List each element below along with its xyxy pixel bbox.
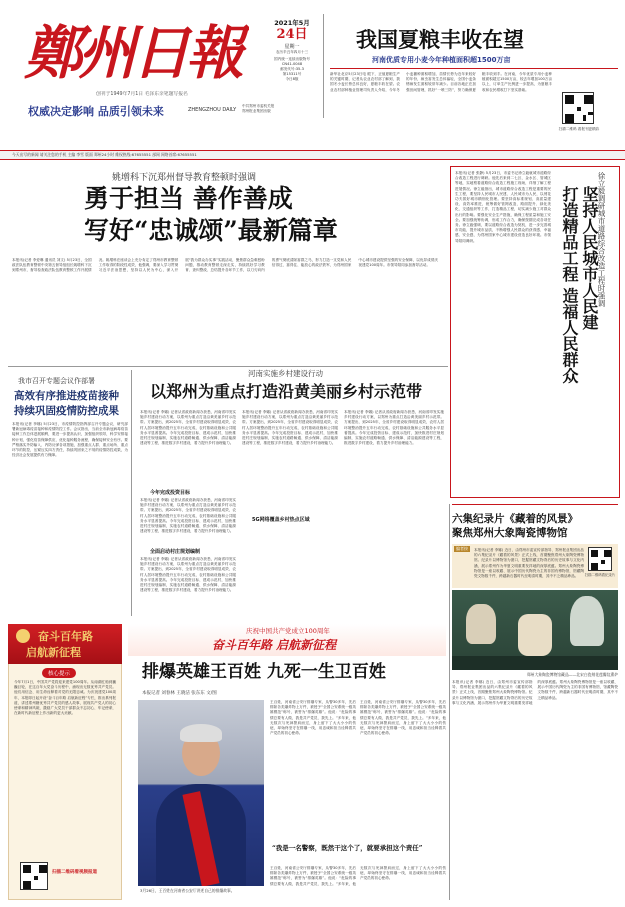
sidebar-kicker: 徐立毅调研城市道路综合改造工程时强调 (597, 172, 606, 307)
top-story-rule (330, 68, 618, 69)
banner-title: 奋斗百年路 启航新征程 (212, 638, 337, 652)
story-center-kicker: 河南实施乡村建设行动 (248, 369, 323, 378)
center-body-2: 王百姓，河南省公安厅排爆专家，从警30多年，先后排除各类爆炸物上万件，被授予“全国公安系统一级英雄模范”称号，被誉为“排爆英雄”。他说：“危险的事情总要有人做，我是共产党员，我先上。”多年来，他无数次与死神擦肩而过，身上留下了大大小小的伤疤，却始终坚守在排爆一线，用忠诚和担当诠释着共产党员的初心使命。 (360, 700, 446, 736)
story-two-headline-1: 勇于担当 善作善成 (84, 184, 293, 213)
column-divider (131, 370, 132, 616)
story-left-body: 本报讯(记者 李娜) 5月23日，市疫情防控指挥部召开专题会议，研究部署新冠病毒疫苗接种和疫情防控工作。会议指出，当前全市新冠病毒疫苗接种工作总体进展顺利，要进一步提高认识，加强组织领导，科学安排接种计划，强化疫苗保障供应，优化接种服务流程，确保接种安全有序。要严格落实外防输入、内防反弹各项措施，加强重点人群、重点场所、重点环节的防控，压紧压实四方责任，持续巩固来之不易的疫情防控成果，为经济社会发展提供有力保障。 (12, 422, 128, 458)
story-center-headline: 以郑州为重点打造沿黄美丽乡村示范带 (150, 382, 423, 401)
story-two-headline-2: 写好“忠诚颂”最新篇章 (84, 216, 338, 245)
qr-label-top: 扫描二维码 看报刊更精彩 (558, 127, 600, 131)
issue-info (268, 57, 316, 82)
center-body-1: 王百姓，河南省公安厅排爆专家，从警30多年，先后排除各类爆炸物上万件，被授予“全国公安系统一级英雄模范”称号，被誉为“排爆英雄”。他说：“危险的事情总要有人做，我是共产党员，我先上。”多年来，他无数次与死神擦肩而过，身上留下了大大小小的伤疤，却始终坚守在排爆一线，用忠诚和担当诠释着共产党员的初心使命。 (270, 700, 356, 736)
story-left-kicker: 我市召开专题会议作部署 (18, 377, 95, 385)
banner-line-2: 启航新征程 (26, 646, 81, 659)
qr-label-video: 扫描二维码看视频报道 (52, 870, 97, 875)
core-tip-kicker: 核心提示 (42, 668, 76, 678)
issue-line: 国内统一连续出版物号 (274, 57, 310, 61)
photo-shelf (452, 656, 618, 670)
masthead-info-line: 郑州报业集团出版 (242, 109, 271, 113)
center-byline: 本报记者 刘春林 王晓洁 张东东 文/图 (142, 691, 217, 696)
story-two-kicker: 姚增科下沉郑州督导教育整顿时强调 (112, 173, 257, 183)
bottom-right-body: 本报讯(记者 李娜) 近日，由郑州市委宣传部指导、郑州报业集团出品的六集纪录片《藏着的风景》正式上线，首期聚焦郑州大象陶瓷博物馆。纪录片以博物馆为窗口，挖掘馆藏文物背后的历史故事与文化内涵，展示郑州作为华夏文明重要发祥地的深厚底蕴。郑州大象陶瓷博物馆是一座以收藏、展示中国历代陶瓷为主的非国有博物馆，馆藏陶瓷文物数千件，跨越新石器时代至明清时期，其中不乏精品珍品。 (452, 680, 618, 705)
sidebar-headline-2: 打造精品工程 造福人民群众 (560, 186, 579, 384)
qr-label-documentary: 扫描二维码看纪录片 (584, 573, 616, 577)
museum-photo (452, 590, 618, 670)
vase-center (518, 614, 552, 656)
subhead-c: 5G网络覆盖乡村热点区域 (252, 517, 310, 523)
section-divider (8, 366, 448, 367)
masthead-founded: 创刊于1949年7月1日 毛泽东亲笔题写报名 (96, 92, 188, 97)
masthead-logo: 鄭州日報 (24, 19, 241, 87)
subhead-b: 全面启动村庄规划编制 (150, 549, 201, 555)
issue-line: CN41-0048 (281, 62, 303, 66)
date-day: 24日 (276, 27, 308, 42)
masthead-divider (323, 14, 324, 118)
date-year: 2021年5月 (274, 19, 310, 27)
editor-note-tag: 编者按 (456, 546, 468, 551)
center-body-3: 王百姓，河南省公安厅排爆专家，从警30多年，先后排除各类爆炸物上万件，被授予“全国公安系统一级英雄模范”称号，被誉为“排爆英雄”。他说：“危险的事情总要有人做，我是共产党员，我先上。”多年来，他无数次与死神擦肩而过，身上留下了大大小小的伤疤，却始终坚守在排爆一线，用忠诚和担当诠释着共产党员的初心使命。 (270, 866, 446, 886)
center-headline: 排爆英雄王百姓 九死一生卫百姓 (142, 662, 386, 682)
contact-bar-text: 今天出写的新闻 请关注您的手机 主编 李雪 版面 郑州24小时 维权热线:67655551 部网 网络首席:67655551 (12, 152, 197, 157)
vase-left (466, 604, 496, 644)
sidebar-headline-1: 坚持人民城市人民建 (580, 186, 599, 330)
story-center-body-3: 本报讯(记者 李娜) 记者从省政府新闻办获悉，河南省印发实施乡村建设行动方案，以郑州为重点打造沿黄美丽乡村示范带。方案提出，到2025年，全省乡村建设取得明显成效，农村人居环境整治提升五年行动完成，农村基础设施和公共服务水平显著提高。今年完成投资目标、建成示范村，加快推进村庄规划编制，实施农村道路畅通、供水保障、清洁能源建设等工程，推进数字乡村建设，着力提升乡村治理能力。 (140, 557, 236, 593)
banner-line-1: 奋斗百年路 (38, 630, 93, 643)
top-story-headline: 我国夏粮丰收在望 (356, 27, 524, 52)
qr-code-documentary[interactable] (588, 547, 612, 571)
story-left-headline: 高效有序推进疫苗接种 持续巩固疫情防控成果 (14, 390, 119, 417)
party-emblem-icon (16, 629, 30, 643)
editor-note-box (452, 544, 618, 588)
story-center-body-5: 本报讯(记者 李娜) 记者从省政府新闻办获悉，河南省印发实施乡村建设行动方案，以郑州为重点打造沿黄美丽乡村示范带。方案提出，到2025年，全省乡村建设取得明显成效，农村人居环境整治提升五年行动完成，农村基础设施和公共服务水平显著提高。今年完成投资目标、建成示范村，加快推进村庄规划编制，实施农村道路畅通、供水保障、清洁能源建设等工程，推进数字乡村建设，着力提升乡村治理能力。 (344, 410, 444, 446)
center-quote: “我是一名警察，既然干这个了，就要承担这个责任” (272, 844, 423, 852)
qr-code-top[interactable] (562, 92, 594, 124)
issue-line: 邮发代号:35-3 (280, 67, 304, 71)
bottom-divider (449, 504, 450, 900)
hero-hair (180, 724, 222, 742)
sidebar-story-body: 本报讯(记者 张静) 5月23日，市委书记徐立毅就城市道路综合改造工程进行调研。他先后来到二七区、金水区、管城区等地，实地察看道路综合改造工程施工现场，详细了解工程进展情况。徐立毅指出，城市道路综合改造工程是重要的民生工程，要坚持人民城市人民建、人民城市为人民，以绣花功夫抓好城市精细化管理。要坚持高标准规划、高质量建设、高效率推进，统筹做好管网改造、路面提升、绿化美化、交通组织等工作，打造精品工程，切实减少施工对群众出行的影响。要强化安全生产措施，确保工程质量和施工安全。要加强统筹协调，形成工作合力，确保按期完成各项任务。徐立毅强调，要以道路综合改造为契机，进一步完善城市功能，提升城市品质，不断增强人民群众的获得感、幸福感、安全感，为郑州国家中心城市建设营造良好环境。市领导陪同调研。 (455, 171, 551, 243)
masthead-info (242, 104, 302, 114)
top-story-body: 新华社北京5月23日电 眼下，正值夏粮生产的关键时期，记者从农业农村部了解到，我国冬小麦长势总体良好，夏粮丰收在望。农业农村部种植业管理司负责人介绍，今年冬小麦播种面积增加，苗情长势为近年来较好的年份，病虫害发生总体偏轻，全国小麦条锈病发生面积较常年减少。目前各地正在加强田间管理，抓好“一喷三防”，努力确保夏粮丰收到手。在河南，今年优质专用小麦种植面积超过1500万亩，较去年增加100万亩以上，订单生产比例进一步提高，为夏粮丰收和农民增收打下坚实基础。 (330, 72, 552, 92)
weekday: 星期一 (284, 44, 300, 50)
story-center-body: 本报讯(记者 李娜) 记者从省政府新闻办获悉，河南省印发实施乡村建设行动方案，以郑州为重点打造沿黄美丽乡村示范带。方案提出，到2025年，全省乡村建设取得明显成效，农村人居环境整治提升五年行动完成，农村基础设施和公共服务水平显著提高。今年完成投资目标、建成示范村，加快推进村庄规划编制，实施农村道路畅通、供水保障、清洁能源建设等工程，推进数字乡村建设，着力提升乡村治理能力。 (140, 410, 236, 446)
qr-code-video[interactable] (20, 862, 48, 890)
story-center-body-2: 本报讯(记者 李娜) 记者从省政府新闻办获悉，河南省印发实施乡村建设行动方案，以郑州为重点打造沿黄美丽乡村示范带。方案提出，到2025年，全省乡村建设取得明显成效，农村人居环境整治提升五年行动完成，农村基础设施和公共服务水平显著提高。今年完成投资目标、建成示范村，加快推进村庄规划编制，实施农村道路畅通、供水保障、清洁能源建设等工程，推进数字乡村建设，着力提升乡村治理能力。 (140, 498, 236, 534)
museum-photo-caption: 郑州大象陶瓷博物馆藏品——北宋白瓷刻花莲瓣纹熏炉 (526, 672, 618, 677)
centenary-banner (8, 624, 122, 664)
story-center-body-4: 本报讯(记者 李娜) 记者从省政府新闻办获悉，河南省印发实施乡村建设行动方案，以郑州为重点打造沿黄美丽乡村示范带。方案提出，到2025年，全省乡村建设取得明显成效，农村人居环境整治提升五年行动完成，农村基础设施和公共服务水平显著提高。今年完成投资目标、建成示范村，加快推进村庄规划编制，实施农村道路畅通、供水保障、清洁能源建设等工程，推进数字乡村建设，着力提升乡村治理能力。 (242, 410, 338, 446)
hero-photo (138, 700, 264, 886)
masthead-pinyin: ZHENGZHOU DAILY (188, 107, 237, 113)
editor-note-body: 本报讯(记者 李娜) 近日，由郑州市委宣传部指导、郑州报业集团出品的六集纪录片《藏着的风景》正式上线，首期聚焦郑州大象陶瓷博物馆。纪录片以博物馆为窗口，挖掘馆藏文物背后的历史故事与文化内涵，展示郑州作为华夏文明重要发祥地的深厚底蕴。郑州大象陶瓷博物馆是一座以收藏、展示中国历代陶瓷为主的非国有博物馆，馆藏陶瓷文物数千件，跨越新石器时代至明清时期，其中不乏精品珍品。 (474, 548, 584, 579)
vase-right (570, 596, 604, 646)
bottom-right-headline-1: 六集纪录片《藏着的风景》 (452, 513, 578, 525)
masthead-slogan: 权威决定影响 品质引领未来 (28, 105, 164, 118)
hero-photo-caption: 3月26日，王百姓在河南省公安厅讲述自己的排爆故事。 (140, 888, 235, 893)
issue-line: 第15311号 (282, 72, 302, 76)
banner-top-text: 庆祝中国共产党成立100周年 (246, 627, 330, 635)
bottom-right-headline-2: 聚焦郑州大象陶瓷博物馆 (452, 527, 568, 539)
lunar-date: 农历辛丑年四月十三 (275, 50, 309, 54)
right-section-rule (452, 504, 618, 505)
date-block (268, 18, 316, 104)
contact-bar (0, 150, 625, 160)
story-two-body: 本报讯(记者 李爱琳 通讯员 刘文) 5月23日，全国政法队伍教育整顿中央第五督导组组长姚增科下沉到郑州市，督导检查政法队伍教育整顿工作开展情况。姚增科在座谈会上充分肯定了郑州市教育整顿工作取得的阶段性成效，他强调，要深入学习贯彻习近平法治思想，坚持以人民为中心，深入开展“我为群众办实事”实践活动，聚焦群众急难愁盼问题，推动教育整顿走深走实，持续抓好学习教育、查纠整改、总结提升各环节工作，以刀刃向内的勇气彻底清除害群之马，努力打造一支党和人民信得过、靠得住、能放心的政法铁军，为郑州国家中心城市建设提供坚强的安全保障，以优异成绩庆祝建党100周年。市领导陪同参加督导活动。 (12, 258, 438, 273)
issue-line: 今日8版 (285, 77, 299, 81)
center-banner (128, 624, 446, 656)
masthead-info-line: 中共郑州市委机关报 (242, 104, 275, 108)
subhead-a: 今年完成投资目标 (150, 490, 191, 496)
top-story-subhead: 河南优质专用小麦今年种植面积超1500万亩 (372, 56, 511, 64)
bottom-left-body: 今年7月1日，中国共产党将迎来建党100周年。从南湖红船到巍巍巨轮，在这百年大党奋斗历程中，涌现出无数优秀共产党员。他们用信念、用生命诠释着对党的无限忠诚。为庆祝建党100周年，本报即日起开设“奋斗百年路 启航新征程”专栏，推出系列报道，讲述郑州籍优秀共产党员的感人故事，展现共产党人的初心使命和精神风貌，激励广大党员干部群众不忘初心、牢记使命，在新时代新征程上作出新的更大贡献。 (14, 680, 116, 716)
